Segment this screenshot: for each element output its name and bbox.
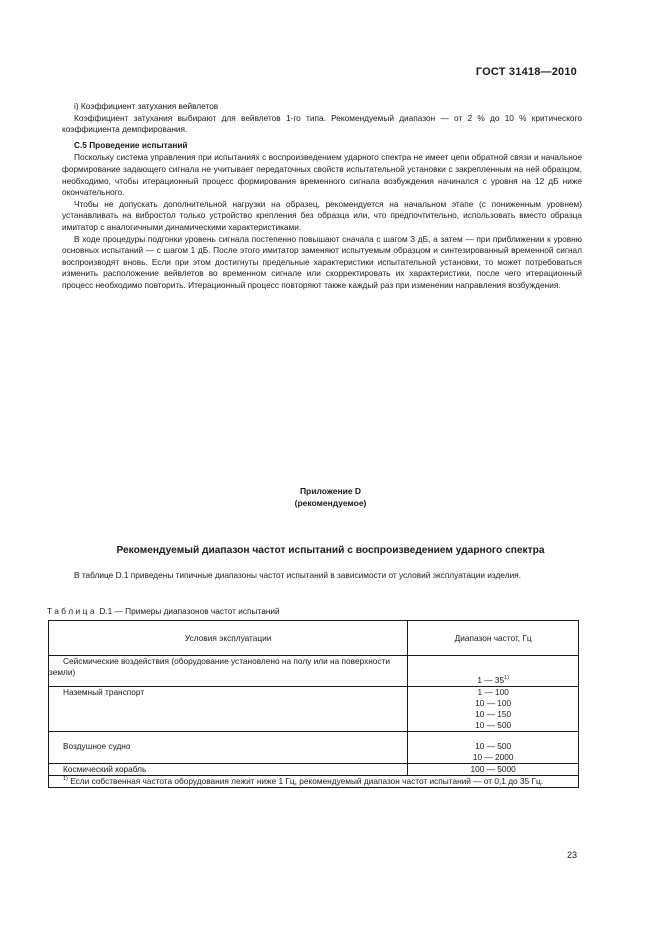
page-number: 23 xyxy=(566,850,577,860)
header-frequency-range: Диапазон частот, Гц xyxy=(408,621,579,656)
item-i-text: Коэффициент затухания выбирают для вейвлетов 1-го типа. Рекомендуемый диапазон — от 2 % до 10 % критического коэффициента демпфирования. xyxy=(62,112,582,135)
table-caption-word: Таблица xyxy=(47,606,98,616)
range-cell: 1 — 35$^{1)}$ xyxy=(408,656,579,687)
item-i-title: i) Коэффициент затухания вейвлетов xyxy=(74,101,219,111)
paragraph: В ходе процедуры подгонки уровень сигнала постепенно повышают сначала с шагом 3 дБ, а затем — при приближении к уровню основных испытаний — с шагом 1 дБ. После этого имитатор заменяют испытуемым образцом и синтезированный временной сигнал воспроизводят вновь. Если при этом достигнуты предельные характеристики испытательной установки, то может потребоваться изменить расположение вейвлетов во временном сигнале или скорректировать их характеристики, после чего итерационный процесс необходимо повторить. Итерационный процесс повторяют также каждый раз при изменении направления возбуждения. xyxy=(62,233,582,290)
table-caption-text: D.1 — Примеры диапазонов частот испытаний xyxy=(99,606,280,616)
appendix-status: (рекомендуемое) xyxy=(294,498,367,508)
header-conditions: Условия эксплуатации xyxy=(49,621,408,656)
condition-cell: Сейсмические воздействия (оборудование установлено на полу или на поверхности земли) xyxy=(49,656,408,687)
range-cell: 100 — 5000 xyxy=(408,764,579,776)
frequency-table xyxy=(48,620,579,788)
range-cell: 10 — 500 10 — 2000 xyxy=(408,732,579,764)
condition-cell: Наземный транспорт xyxy=(49,687,408,732)
appendix-title: Рекомендуемый диапазон частот испытаний с воспроизведением ударного спектра xyxy=(116,545,545,556)
table-footnote-row xyxy=(49,776,579,788)
appendix-heading xyxy=(0,485,661,509)
paragraph: Чтобы не допускать дополнительной нагрузки на образец, рекомендуется на начальном этапе (с пониженным уровнем) устанавливать на вибростол только устройство крепления без образца или, что предпочтительно, использовать вместо образца имитатор с аналогичными динамическими характеристиками. xyxy=(62,198,582,232)
range-cell: 1 — 100 10 — 100 10 — 150 10 — 500 xyxy=(408,687,579,732)
appendix-label: Приложение D xyxy=(299,486,362,496)
table-header-row xyxy=(49,621,579,656)
table-footnote: $^{1)}$ Если собственная частота оборудования лежит ниже 1 Гц, рекомендуемый диапазон частот испытаний — от 0,1 до 35 Гц. xyxy=(49,776,579,788)
table-row xyxy=(49,732,579,764)
table-row xyxy=(49,656,579,687)
section-c5-title: С.5 Проведение испытаний xyxy=(74,139,188,150)
table-caption xyxy=(47,606,280,616)
table-row xyxy=(49,687,579,732)
table-row xyxy=(49,764,579,776)
footnote-ref: 1) xyxy=(504,675,509,681)
paragraph: Поскольку система управления при испытаниях с воспроизведением ударного спектра не имеет цепи обратной связи и начальное формирование задающего сигнала не учитывает передаточных свойств испытательной установки с закрепленным на ней образцом, необходимо, чтобы итерационный процесс формирования временного сигнала возбуждения начинался с уровня на 12 дБ ниже окончательного. xyxy=(62,152,582,198)
section-c-body xyxy=(62,101,582,292)
condition-cell: Космический корабль xyxy=(49,764,408,776)
condition-cell: Воздушное судно xyxy=(49,732,408,764)
page-header-standard: ГОСТ 31418—2010 xyxy=(475,66,577,78)
appendix-intro: В таблице D.1 приведены типичные диапазоны частот испытаний в зависимости от условий эксплуатации изделия. xyxy=(74,570,521,580)
